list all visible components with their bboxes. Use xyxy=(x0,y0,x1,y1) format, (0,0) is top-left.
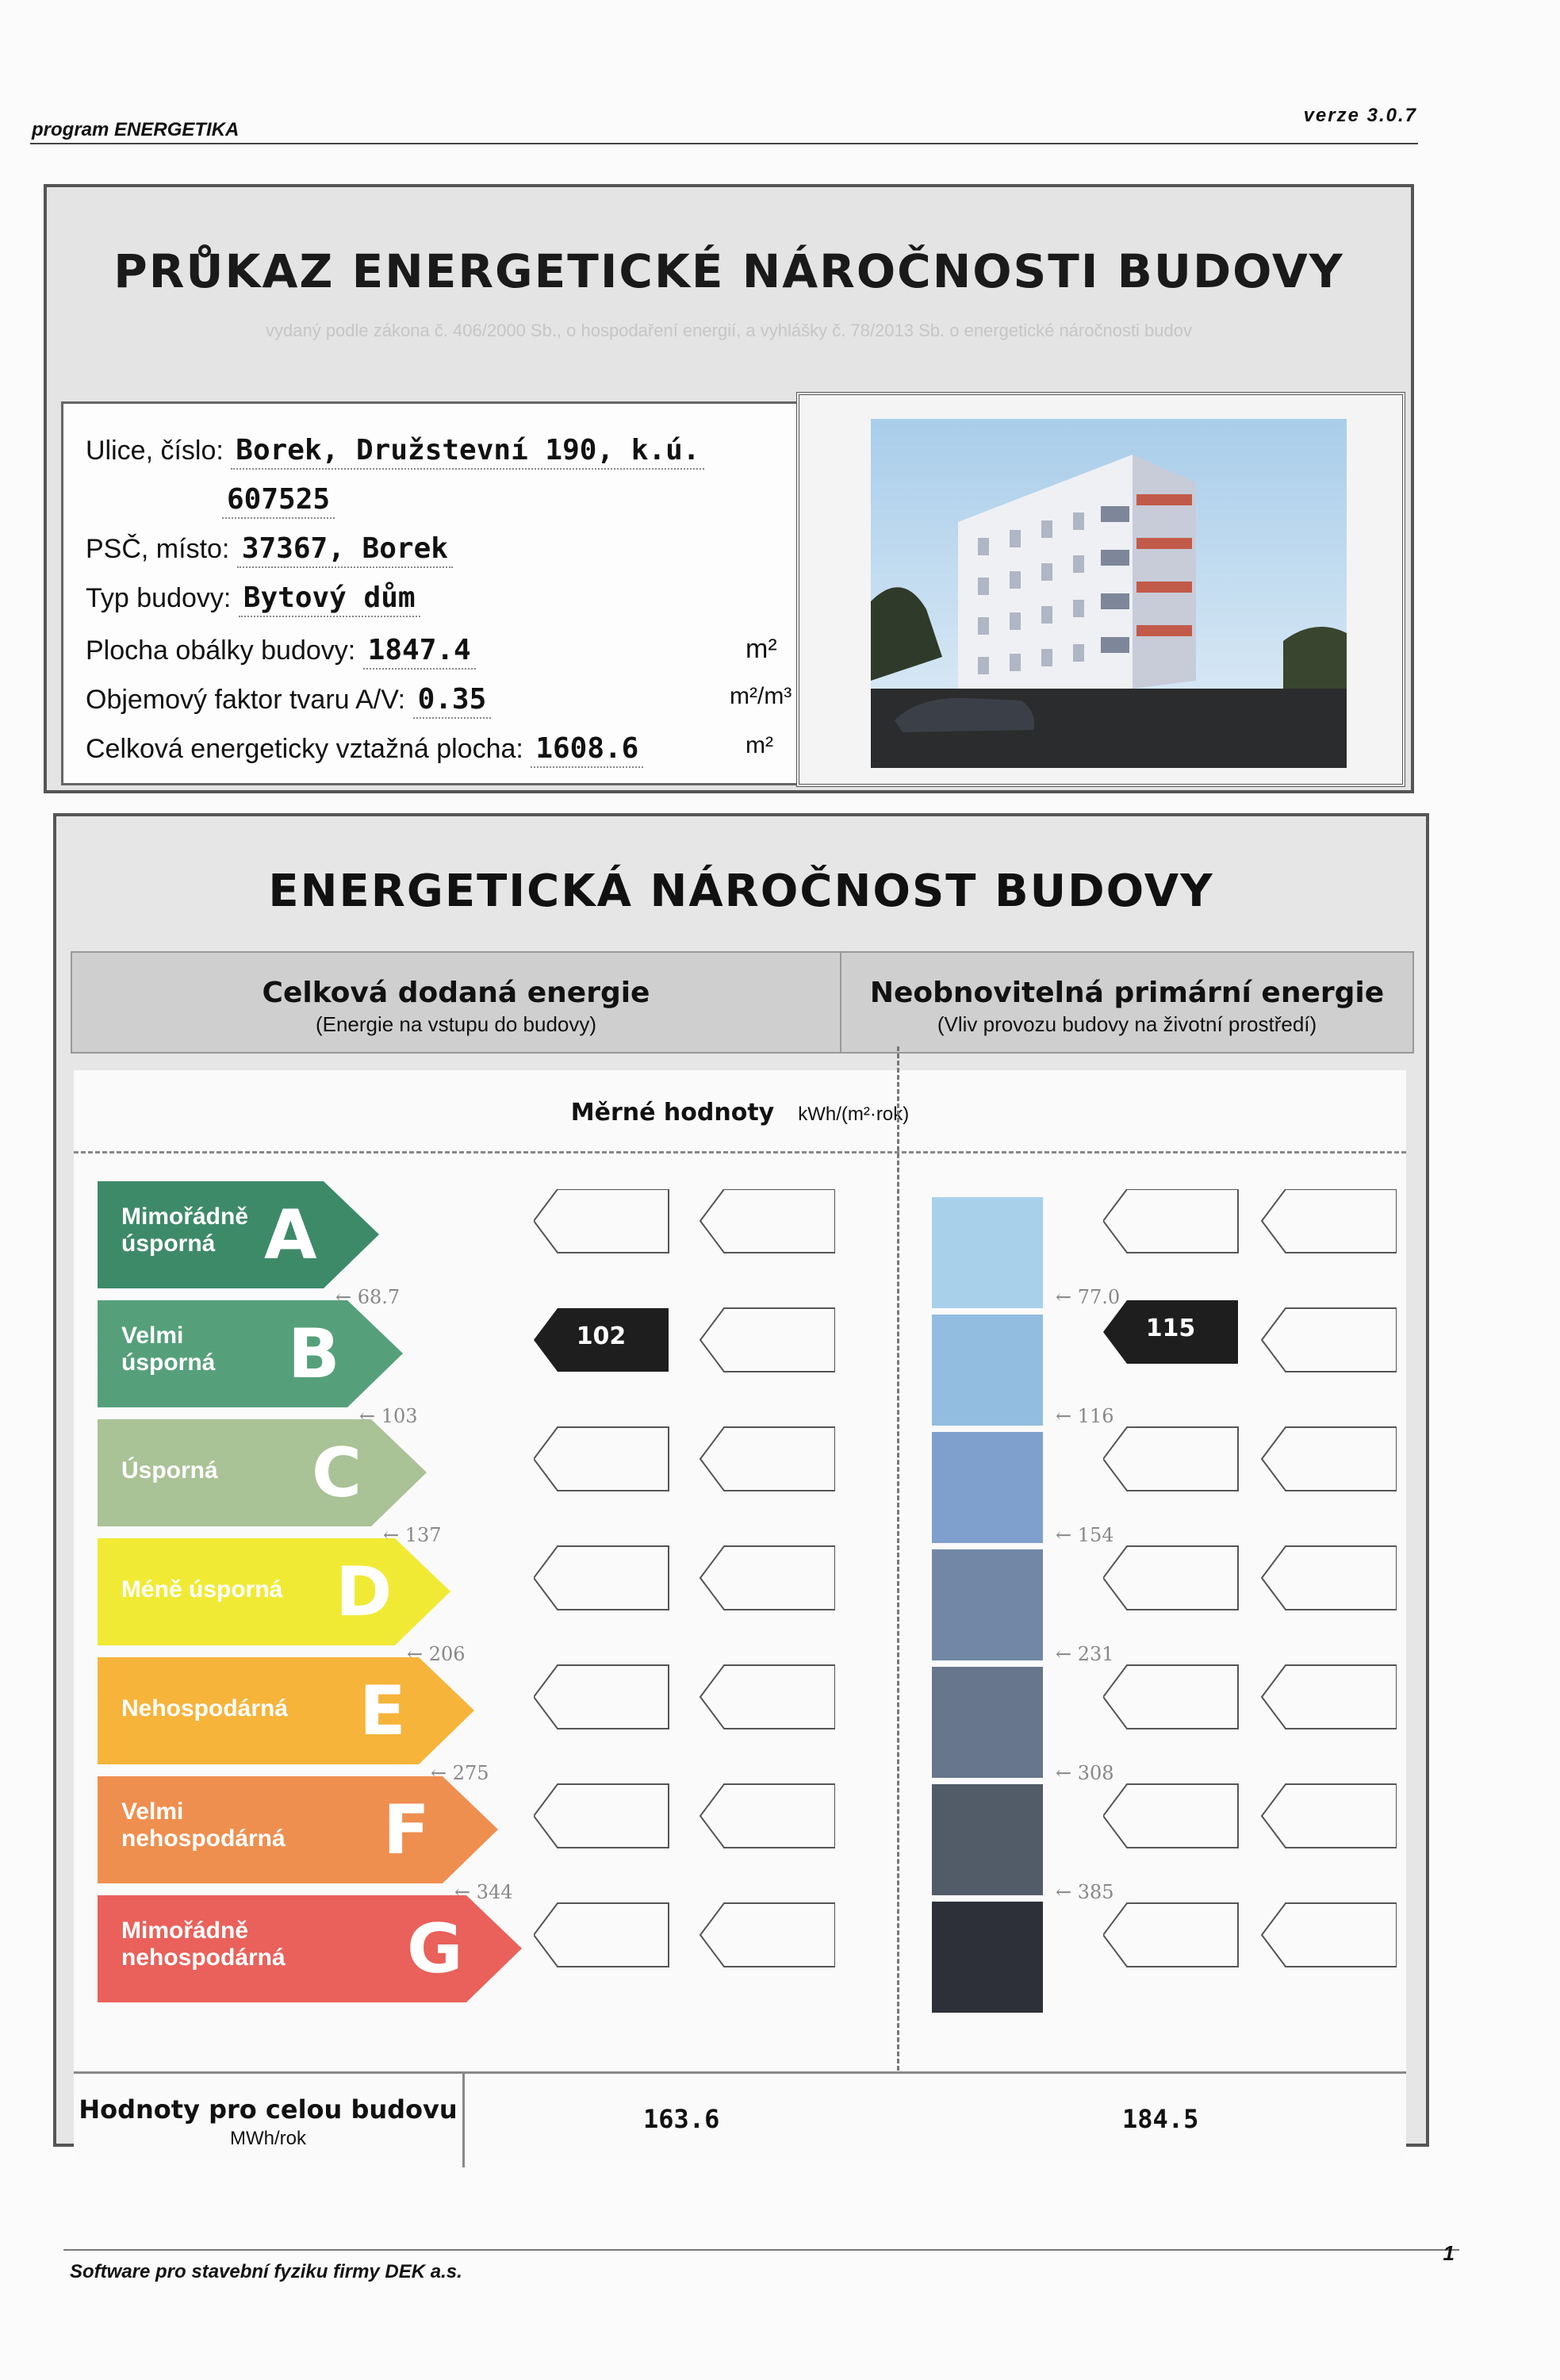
left-limit-de: ← 206 xyxy=(407,1643,466,1665)
totals-label: Hodnoty pro celou budovu xyxy=(79,2094,458,2125)
psc-label: PSČ, místo: xyxy=(86,534,230,564)
type-value: Bytový dům xyxy=(239,582,420,617)
street-row-2 xyxy=(222,483,335,516)
delivered-energy-header xyxy=(71,951,841,1054)
version-label: verze 3.0.7 xyxy=(1303,105,1417,126)
scale-band-b xyxy=(932,1315,1043,1426)
totals-primary-value: 184.5 xyxy=(1122,2104,1199,2134)
primary-energy-marker xyxy=(1103,1300,1238,1364)
class-b-name: Velmi úsporná xyxy=(121,1322,216,1376)
psc-row xyxy=(86,532,453,565)
area-row xyxy=(86,634,476,666)
class-b-arrow xyxy=(98,1300,403,1407)
street-value: Borek, Družstevní 190, k.ú. xyxy=(231,434,704,470)
class-d-letter: D xyxy=(335,1553,393,1632)
av-value: 0.35 xyxy=(413,683,492,719)
ref-unit: m² xyxy=(746,732,773,758)
class-f-name: Velmi nehospodárná xyxy=(121,1798,286,1852)
primary-energy-header xyxy=(840,951,1414,1054)
area-label: Plocha obálky budovy: xyxy=(86,635,356,666)
left-limit-fg: ← 344 xyxy=(454,1881,513,1903)
footer-text: Software pro stavební fyziku firmy DEK a.s. xyxy=(70,2261,462,2282)
class-f-arrow xyxy=(98,1776,498,1883)
scale-band-f xyxy=(932,1784,1043,1895)
type-label: Typ budovy: xyxy=(86,583,232,613)
class-e-letter: E xyxy=(359,1672,406,1751)
psc-value: 37367, Borek xyxy=(237,532,453,568)
ref-value: 1608.6 xyxy=(531,732,643,768)
av-unit: m²/m³ xyxy=(730,683,792,709)
photo-frame xyxy=(796,392,1405,787)
totals-unit: MWh/rok xyxy=(230,2128,306,2149)
class-f-letter: F xyxy=(383,1791,430,1870)
certificate-box xyxy=(44,184,1414,793)
class-d-name: Méně úsporná xyxy=(121,1576,283,1603)
area-value: 1847.4 xyxy=(363,634,476,670)
energy-section xyxy=(53,813,1429,2147)
primary-energy-scale xyxy=(932,1197,1043,2054)
delivered-energy-subtitle: (Energie na vstupu do budovy) xyxy=(315,1012,597,1036)
totals-delivered-value: 163.6 xyxy=(643,2104,720,2134)
primary-energy-title: Neobnovitelná primární energie xyxy=(869,977,1385,1009)
street-row xyxy=(86,434,704,466)
street-label: Ulice, číslo: xyxy=(86,436,224,466)
rating-panel xyxy=(74,1070,1406,2149)
delivered-energy-value: 102 xyxy=(576,1322,627,1350)
building-info xyxy=(61,401,803,785)
scale-band-c xyxy=(932,1432,1043,1543)
av-row xyxy=(86,683,491,716)
certificate-title: PRŮKAZ ENERGETICKÉ NÁROČNOSTI BUDOVY xyxy=(113,244,1344,298)
right-limit-de: ← 231 xyxy=(1056,1643,1114,1665)
class-a-letter: A xyxy=(264,1196,317,1275)
scale-band-e xyxy=(932,1667,1043,1778)
measure-unit: kWh/(m²·rok) xyxy=(798,1104,910,1125)
delivered-energy-marker xyxy=(534,1308,669,1372)
measure-label: Měrné hodnoty xyxy=(570,1099,775,1127)
class-c-name: Úsporná xyxy=(121,1457,218,1484)
class-e-arrow xyxy=(98,1657,474,1764)
class-g-arrow xyxy=(98,1895,522,2002)
class-e-name: Nehospodárná xyxy=(121,1695,289,1722)
panel-divider xyxy=(74,1151,1406,1154)
delivered-energy-title: Celková dodaná energie xyxy=(262,977,650,1009)
class-a-arrow xyxy=(98,1181,379,1288)
page-number: 1 xyxy=(1443,2241,1455,2265)
building-photo xyxy=(871,419,1347,768)
right-limit-bc: ← 116 xyxy=(1056,1405,1114,1427)
right-limit-cd: ← 154 xyxy=(1056,1524,1114,1546)
right-limit-fg: ← 385 xyxy=(1056,1881,1114,1903)
header-divider xyxy=(30,143,1418,144)
primary-energy-subtitle: (Vliv provozu budovy na životní prostředí) xyxy=(937,1012,1317,1036)
left-limit-cd: ← 137 xyxy=(383,1524,442,1546)
class-g-name: Mimořádně nehospodárná xyxy=(121,1917,286,1971)
av-label: Objemový faktor tvaru A/V: xyxy=(86,685,406,715)
class-a-name: Mimořádně úsporná xyxy=(121,1203,249,1257)
class-c-arrow xyxy=(98,1419,427,1526)
scale-band-a xyxy=(932,1197,1043,1308)
footer-divider xyxy=(63,2249,1459,2251)
left-limit-ef: ← 275 xyxy=(431,1762,489,1784)
scale-band-g xyxy=(932,1902,1043,2013)
class-b-letter: B xyxy=(288,1315,340,1394)
class-c-letter: C xyxy=(312,1434,362,1513)
column-divider xyxy=(897,1046,899,2078)
right-limit-ab: ← 77.0 xyxy=(1056,1286,1121,1308)
ref-row xyxy=(86,732,643,765)
street-value-2: 607525 xyxy=(222,483,335,519)
type-row xyxy=(86,582,420,614)
program-name: program ENERGETIKA xyxy=(32,119,240,140)
certificate-subtitle: vydaný podle zákona č. 406/2000 Sb., o hospodaření energií, a vyhlášky č. 78/2013 Sb. o energetické náročnosti budov xyxy=(266,321,1192,340)
right-limit-ef: ← 308 xyxy=(1056,1762,1114,1784)
measure-line xyxy=(74,1099,1406,1127)
primary-energy-value: 115 xyxy=(1145,1315,1196,1342)
left-limit-ab: ← 68.7 xyxy=(335,1286,401,1308)
area-unit: m² xyxy=(746,634,777,664)
class-g-letter: G xyxy=(407,1910,463,1989)
totals-label-cell xyxy=(74,2074,465,2167)
totals-row xyxy=(74,2071,1406,2167)
scale-band-d xyxy=(932,1549,1043,1660)
class-d-arrow xyxy=(98,1538,450,1645)
ref-label: Celková energeticky vztažná plocha: xyxy=(86,734,523,764)
energy-title: ENERGETICKÁ NÁROČNOST BUDOVY xyxy=(268,866,1214,917)
left-limit-bc: ← 103 xyxy=(359,1405,418,1427)
